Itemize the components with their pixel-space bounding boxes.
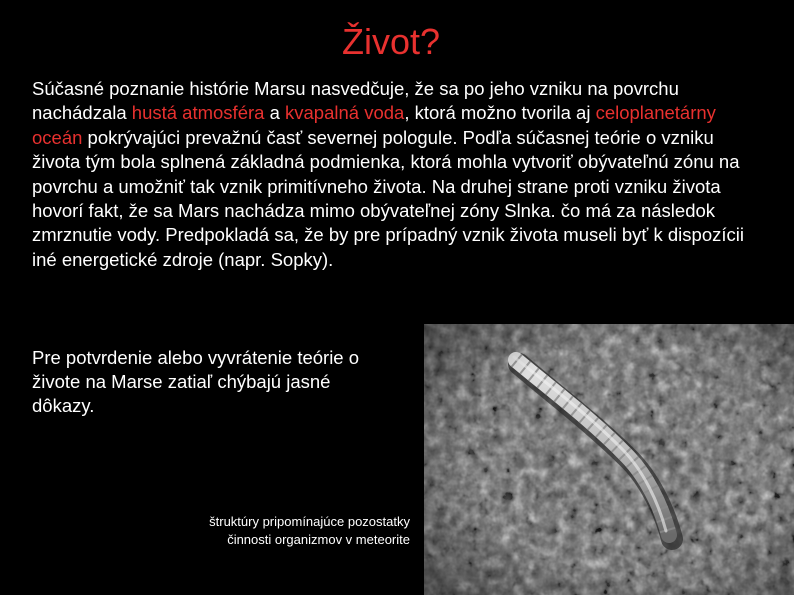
paragraph-text: , ktorá možno tvorila aj	[404, 102, 596, 124]
paragraph-text: pokrývajúci prevažnú časť severnej pologule. Podľa súčasnej teórie o vzniku života tým bola splnená základná podmienka, ktorá mohla vytvoriť obývateľnú zónu na povrchu a umožniť tak vznik primitívneho života. Na druhej strane proti vzniku života hovorí fakt, že sa Mars nachádza mimo obývateľnej zóny Slnka. čo má za následok zmrznutie vody. Predpokladá sa, že by pre prípadný vznik života museli byť k dispozícii iné energetické zdroje (napr. Sopky).	[32, 126, 744, 270]
slide-title: Život?	[342, 21, 441, 62]
paragraph-text: Súčasné poznanie histórie Marsu nasvedčuje, že sa po jeho vzniku na povrchu nachádzala	[32, 78, 679, 124]
caption-line: činnosti organizmov v meteorite	[227, 532, 410, 547]
image-caption	[150, 513, 410, 549]
conclusion-text: Pre potvrdenie alebo vyvrátenie teórie o živote na Marse zatiaľ chýbajú jasné dôkazy.	[32, 347, 360, 416]
highlight-dense-atmosphere: hustá atmosféra	[131, 102, 265, 124]
highlight-planetary-ocean: celoplanetárny oceán	[32, 102, 716, 148]
paragraph-text: a	[264, 102, 286, 124]
caption-line: štruktúry pripomínajúce pozostatky	[209, 514, 410, 529]
meteorite-microscope-image	[424, 324, 794, 595]
meteorite-texture	[424, 324, 794, 595]
highlight-liquid-water: kvapalná voda	[285, 102, 405, 124]
main-paragraph	[32, 77, 752, 272]
